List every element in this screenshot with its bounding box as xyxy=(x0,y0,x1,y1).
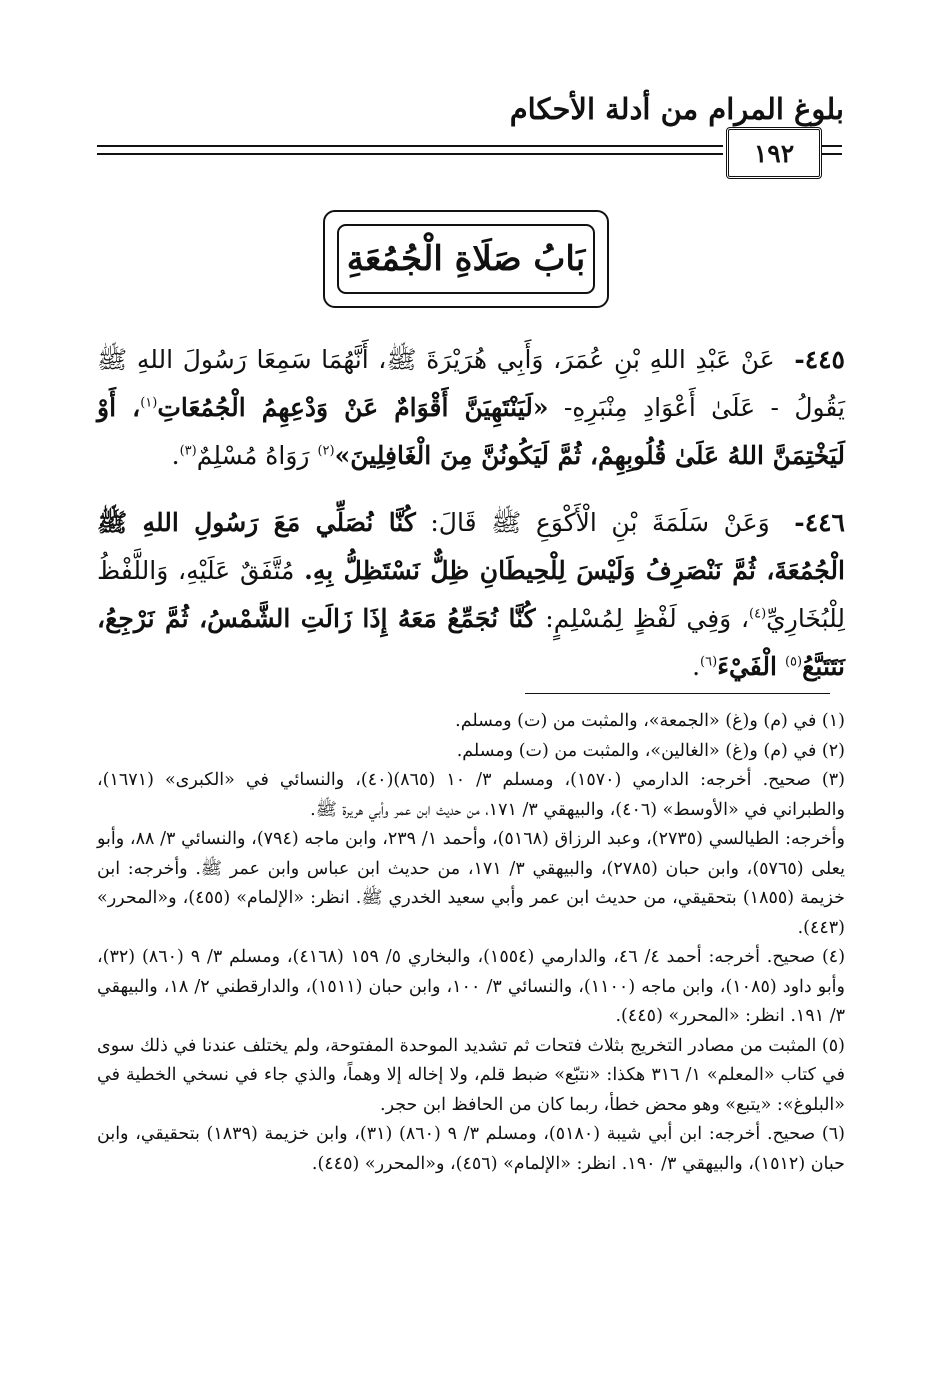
hadith-intro: عَنْ عَبْدِ اللهِ بْنِ عُمَرَ، وَأَبِي هُرَيْرَةَ ﷺ، أَنَّهُمَا سَمِعَا رَسُولَ اللهِ ﷺ يَقُولُ - عَلَىٰ أَعْوَادِ مِنْبَرِهِ- xyxy=(97,345,846,422)
running-title: بلوغ المرام من أدلة الأحكام xyxy=(509,92,844,126)
footnote: (٦) صحيح. أخرجه: ابن أبي شيبة (٥١٨٠)، ومسلم ٣/ ٩ (٨٦٠) (٣١)، وابن خزيمة (١٨٣٩) بتحقيقي، وابن حبان (١٥١٢)، والبيهقي ٣/ ١٩٠. انظر: «الإلمام» (٤٥٦)، و«المحرر» (٤٤٥). xyxy=(97,1124,845,1174)
hadith-number: ٤٤٥- xyxy=(794,345,845,374)
hadith-445 xyxy=(97,336,845,480)
hadith-source: ، وَفِي لَفْظٍ لِمُسْلِمٍ: xyxy=(545,604,750,633)
footnote: (٥) المثبت من مصادر التخريج بثلاث فتحات ثم تشديد الموحدة المفتوحة، ولم يختلف عندنا في ذلك سوى في كتاب «المعلم» ١/ ٣١٦ هكذا: «نتبّع» ضبط قلم، ولا إخاله إلا وهماً، والذي جاء في نسخي الخطية في «البلوغ»: «يتبع» وهو محض خطأ، ربما كان من الحافظ ابن حجر. xyxy=(97,1035,845,1115)
hadith-quote: «لَيَنْتَهِيَنَّ أَقْوَامٌ عَنْ وَدْعِهِمُ الْجُمُعَاتِ xyxy=(157,393,549,422)
page-number-box xyxy=(726,127,822,179)
footnote: (١) في (م) و(غ) «الجمعة»، والمثبت من (ت) ومسلم. xyxy=(455,711,845,731)
hadith-source: مُتَّفَقٌ عَلَيْهِ، وَاللَّفْظُ لِلْبُخَارِيِّ xyxy=(97,556,846,633)
hadith-quote: الْفَيْءَ xyxy=(717,652,777,681)
footnote-ref: (٣) xyxy=(179,443,197,459)
chapter-title: بَابُ صَلَاةِ الْجُمُعَةِ xyxy=(346,239,586,279)
hadith-number: ٤٤٦- xyxy=(794,508,845,537)
hadith-end: . xyxy=(692,652,701,681)
footnote: وأخرجه: الطيالسي (٢٧٣٥)، وعبد الرزاق (٥١٦٨)، وأحمد ١/ ٢٣٩، وابن ماجه (٧٩٤)، والنسائي ٣/ ٨٨، وأبو يعلى (٥٧٦٥)، وابن حبان (٢٧٨٥)، والبيهقي ٣/ ١٧١، من حديث ابن عباس وابن عمر ﷺ. وأخرجه: ابن خزيمة (١٨٥٥) بتحقيقي، من حديث ابن عمر وأبي سعيد الخدري ﷺ. انظر: «الإلمام» (٤٥٥)، و«المحرر» (٤٤٣). xyxy=(97,829,846,938)
footnote-ref: (٦) xyxy=(700,654,718,670)
header-rule xyxy=(822,145,842,147)
footnote-ref: (٥) xyxy=(784,654,803,670)
hadith-446 xyxy=(97,499,845,691)
footnote: (٤) صحيح. أخرجه: أحمد ٤/ ٤٦، والدارمي (١٥٥٤)، والبخاري ٥/ ١٥٩ (٤١٦٨)، ومسلم ٣/ ٩ (٨٦٠) (٣٢)، وأبو داود (١٠٨٥)، وابن ماجه (١١٠٠)، والنسائي ٣/ ١٠٠، وابن حبان (١٥١١)، والدارقطني ٢/ ١٨، والبيهقي ٣/ ١٩١. انظر: «المحرر» (٤٤٥). xyxy=(97,947,846,1026)
chapter-title-box xyxy=(337,224,595,294)
header-rule xyxy=(97,145,723,147)
hadith-end: . xyxy=(171,441,180,470)
footnote-separator xyxy=(525,693,830,694)
footnote: (٢) في (م) و(غ) «الغالين»، والمثبت من (ت) ومسلم. xyxy=(456,740,845,761)
header-rule xyxy=(822,153,842,155)
footnote: (٣) صحيح. أخرجه: الدارمي (١٥٧٠)، ومسلم ٣/ ١٠ (٨٦٥)(٤٠)، والنسائي في «الكبرى» (١٦٧١)، والطبراني في «الأوسط» (٤٠٦)، والبيهقي ٣/ ١٧١، من حديث ابن عمر وأبي هريرة ﷺ. xyxy=(97,770,845,820)
hadith-quote: كُنَّا نُصَلِّي مَعَ رَسُولِ اللهِ ﷺ الْجُمُعَةَ، ثُمَّ نَنْصَرِفُ وَلَيْسَ لِلْحِيطَانِ ظِلٌّ نَسْتَظِلُّ بِهِ. xyxy=(97,508,845,585)
header-rule xyxy=(97,153,723,155)
hadith-quote: كُنَّا نُجَمِّعُ مَعَهُ إِذَا زَالَتِ الشَّمْسُ، ثُمَّ نَرْجِعُ، نَتَتَبَّعُ xyxy=(97,604,845,681)
hadith-intro: وَعَنْ سَلَمَةَ بْنِ الْأَكْوَعِ ﷺ قَالَ: xyxy=(430,508,770,537)
footnote-ref: (٤) xyxy=(749,606,767,622)
page-number: ١٩٢ xyxy=(753,138,795,168)
hadith-quote: ، أَوْ لَيَخْتِمَنَّ اللهُ عَلَىٰ قُلُوبِهِمْ، ثُمَّ لَيَكُونُنَّ مِنَ الْغَافِلِينَ» xyxy=(97,393,845,470)
footnote-ref: (٢) xyxy=(317,443,335,459)
hadith-source: رَوَاهُ مُسْلِمٌ xyxy=(196,441,310,470)
footnote-ref: (١) xyxy=(140,395,158,411)
footnotes xyxy=(97,707,845,1179)
